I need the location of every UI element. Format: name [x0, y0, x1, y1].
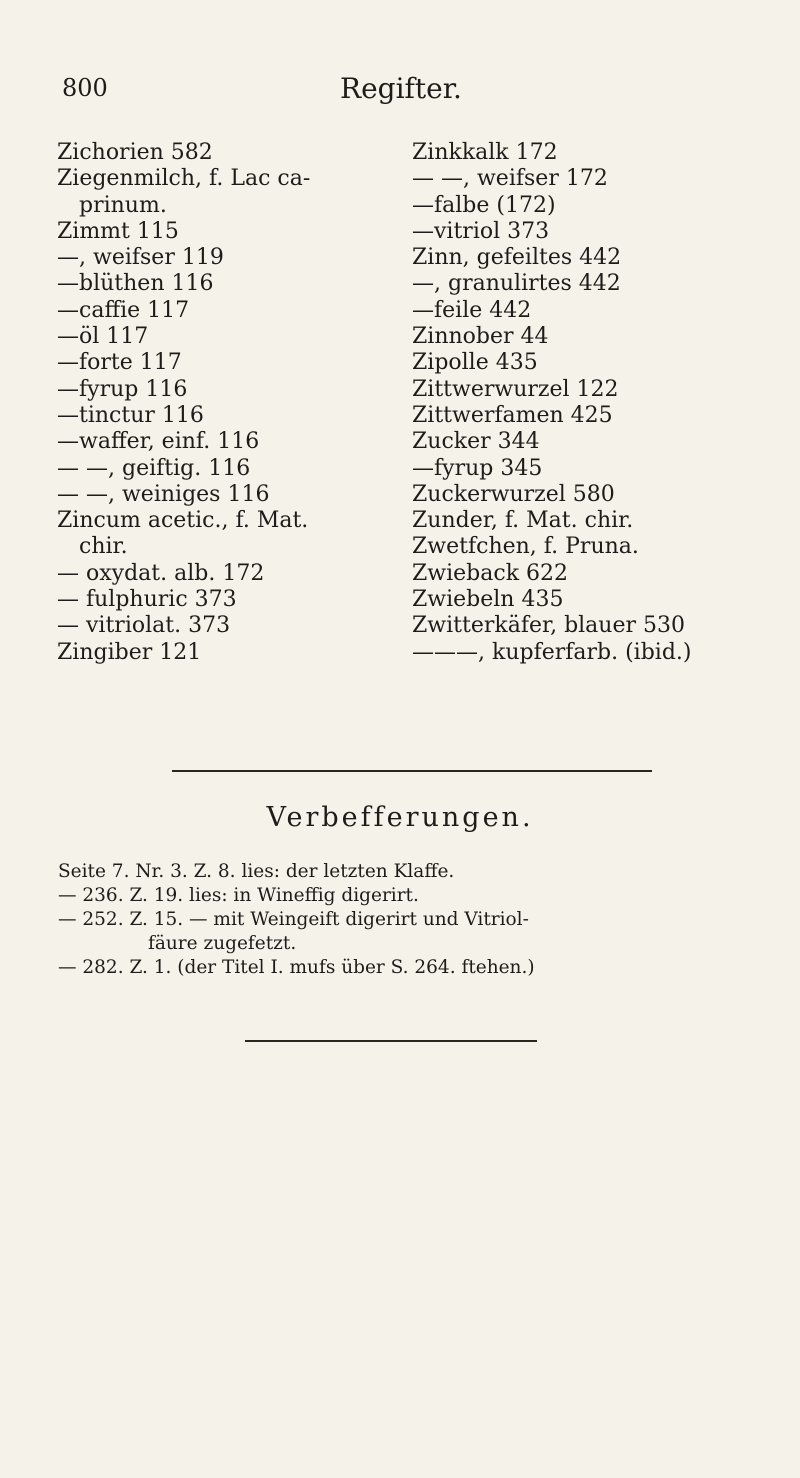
closing-rule [245, 1040, 537, 1042]
index-entry: —falbe (172) [412, 192, 556, 218]
index-entry: —, weifser 119 [57, 245, 224, 271]
index-column-left [57, 140, 407, 666]
errata-line: Seite 7. Nr. 3. Z. 8. lies: der letzten Klaffe. [58, 861, 455, 882]
index-entry: Zunder, f. Mat. chir. [412, 508, 634, 534]
index-entry: —feile 442 [412, 297, 532, 323]
index-entry: —blüthen 116 [57, 271, 214, 297]
index-entry: —, granulirtes 442 [412, 271, 621, 297]
index-entry: Zimmt 115 [57, 218, 179, 244]
index-entry: — —, geiftig. 116 [57, 455, 251, 481]
index-entry: —fyrup 116 [57, 376, 188, 402]
index-entry: — —, weiniges 116 [57, 481, 270, 507]
index-entry: Zwieback 622 [412, 560, 569, 586]
index-entry: Zipolle 435 [412, 350, 538, 376]
index-entry: chir. [79, 534, 128, 560]
index-entry: — fulphuric 373 [57, 587, 237, 613]
index-entry: Zwetfchen, f. Pruna. [412, 534, 639, 560]
index-entry: —fyrup 345 [412, 455, 543, 481]
index-entry: —tinctur 116 [57, 402, 204, 428]
errata-list [58, 860, 778, 980]
index-entry: —forte 117 [57, 350, 182, 376]
index-entry: —waffer, einf. 116 [57, 429, 260, 455]
index-entry: Zittwerwurzel 122 [412, 376, 619, 402]
index-entry: Zucker 344 [412, 429, 540, 455]
index-entry: Zittwerfamen 425 [412, 402, 613, 428]
index-entry: Zwitterkäfer, blauer 530 [412, 613, 685, 639]
index-entry: — oxydat. alb. 172 [57, 560, 265, 586]
index-entry: —öl 117 [57, 324, 149, 350]
errata-line: — 236. Z. 19. lies: in Wineffig digerirt. [58, 885, 419, 906]
index-entry: Zwiebeln 435 [412, 587, 564, 613]
errata-line: — 282. Z. 1. (der Titel I. mufs über S. 264. ftehen.) [58, 957, 535, 978]
index-column-right [412, 140, 782, 666]
index-entry: Zinkkalk 172 [412, 140, 558, 165]
index-entry: Zinn, gefeiltes 442 [412, 245, 622, 271]
index-entry: ———, kupferfarb. (ibid.) [412, 639, 692, 665]
index-entry: —caffie 117 [57, 297, 190, 323]
index-entry: Ziegenmilch, f. Lac ca- [57, 166, 311, 192]
index-entry: Zingiber 121 [57, 639, 202, 665]
page-number: 800 [62, 74, 108, 102]
section-divider [172, 770, 652, 772]
index-entry: prinum. [79, 192, 167, 218]
errata-heading: Verbefferungen. [266, 802, 534, 833]
index-entry: — —, weifser 172 [412, 166, 608, 192]
running-title: Regifter. [340, 72, 462, 105]
index-entry: —vitriol 373 [412, 218, 550, 244]
page-header [0, 72, 800, 112]
index-entry: Zinnober 44 [412, 324, 549, 350]
index-entry: Zincum acetic., f. Mat. [57, 508, 309, 534]
errata-line: — 252. Z. 15. — mit Weingeift digerirt und Vitriol- [58, 909, 529, 930]
index-entry: — vitriolat. 373 [57, 613, 231, 639]
index-entry: Zichorien 582 [57, 140, 213, 165]
errata-line: fäure zugefetzt. [148, 933, 297, 954]
index-entry: Zuckerwurzel 580 [412, 481, 615, 507]
